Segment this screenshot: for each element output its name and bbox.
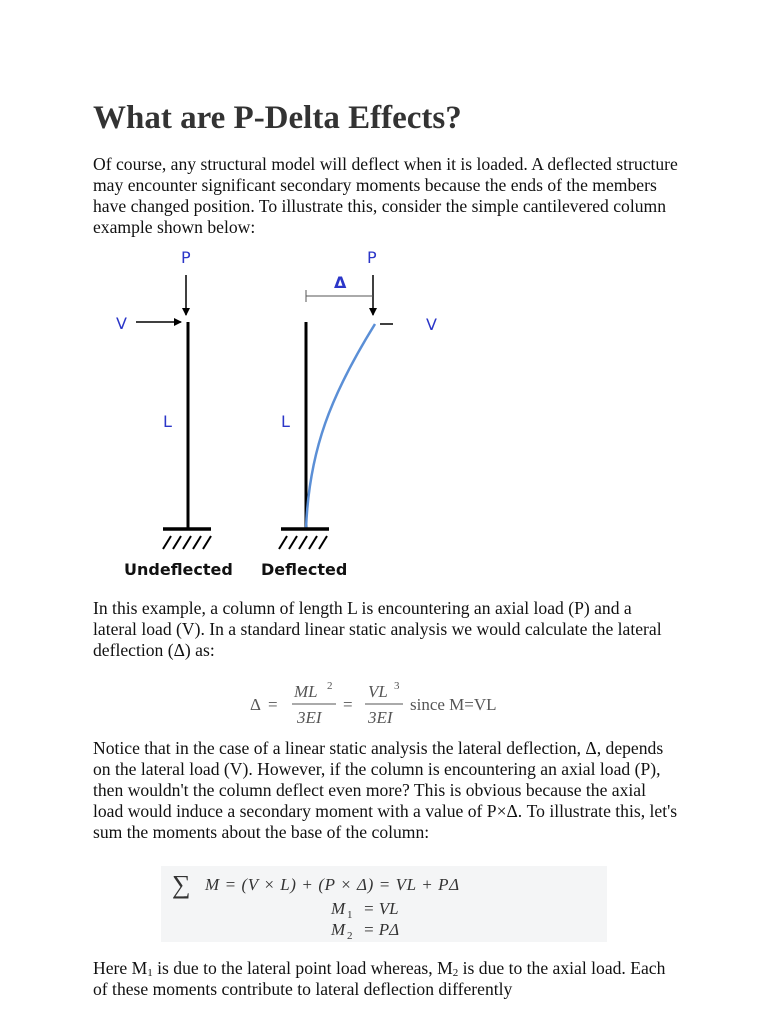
eq1-num2-exp: 3 (394, 680, 400, 692)
undeflected-hatch (163, 536, 211, 549)
undeflected-p-label: P (181, 248, 191, 267)
eq2-line2-lhs: M (331, 899, 346, 918)
eq2-line2-rhs: = VL (363, 899, 399, 918)
eq2-line3-lhs: M (331, 920, 346, 939)
eq2-line3-rhs: = PΔ (363, 920, 400, 939)
undeflected-caption: Undeflected (124, 560, 233, 579)
paragraph-moments (93, 958, 678, 1000)
eq1-since: since M=VL (410, 695, 497, 714)
delta-label: Δ (334, 273, 347, 292)
eq1-delta: Δ (250, 695, 261, 714)
equation-moments (163, 866, 603, 942)
eq1-equals2: = (343, 695, 353, 714)
eq1-num2: VL (368, 682, 388, 701)
paragraph-second-order: Notice that in the case of a linear static analysis the lateral deflection, Δ, depends on the lateral load (V). However, if the column is encountering an axial load (P), then wouldn't the column deflect even more? This is obvious because the axial load would induce a secondary moment with a value of P×Δ. To illustrate this, let's sum the moments about the base of the column: (93, 738, 678, 842)
deflected-v-label: V (426, 315, 437, 334)
deflected-l-label: L (281, 412, 290, 431)
pdelta-diagram (93, 240, 393, 585)
p4-part2: is due to the lateral point load whereas, M (152, 958, 453, 978)
paragraph-linear-analysis: In this example, a column of length L is encountering an axial load (P) and a lateral load (V). In a standard linear static analysis we would calculate the lateral deflection (Δ) as: (93, 598, 662, 660)
eq2-line1: M = (V × L) + (P × Δ) = VL + PΔ (205, 875, 460, 894)
sum-icon: ∑ (172, 870, 191, 899)
eq2-line2-sub: 1 (347, 909, 353, 921)
undeflected-l-label: L (163, 412, 172, 431)
p4-part3: is due to the axial load. Each of these moments contribute to lateral deflection differently (93, 958, 666, 999)
p4-sub1: 1 (147, 967, 153, 979)
deflected-p-label: P (367, 248, 377, 267)
deflected-caption: Deflected (261, 560, 348, 579)
deflected-hatch (279, 536, 327, 549)
p4-sub2: 2 (452, 967, 459, 979)
undeflected-column (116, 248, 233, 579)
p4-part1: Here M (93, 958, 148, 978)
undeflected-v-label: V (116, 314, 127, 333)
eq1-num1: ML (294, 682, 318, 701)
eq1-den2: 3EI (368, 708, 393, 727)
deflected-v-label-wrap (393, 305, 453, 345)
page-title: What are P-Delta Effects? (93, 100, 462, 136)
paragraph-intro: Of course, any structural model will deflect when it is loaded. A deflected structure may encounter significant secondary moments because the ends of the members have changed position. To illustrate this, consider the simple cantilevered column example shown below: (93, 154, 678, 237)
eq1-den1: 3EI (297, 708, 322, 727)
eq1-num1-exp: 2 (327, 680, 333, 692)
equation-deflection (248, 675, 538, 731)
eq2-line3-sub: 2 (347, 930, 353, 942)
eq1-equals: = (268, 695, 278, 714)
deflected-curve (306, 324, 375, 529)
deflected-column (261, 248, 393, 579)
